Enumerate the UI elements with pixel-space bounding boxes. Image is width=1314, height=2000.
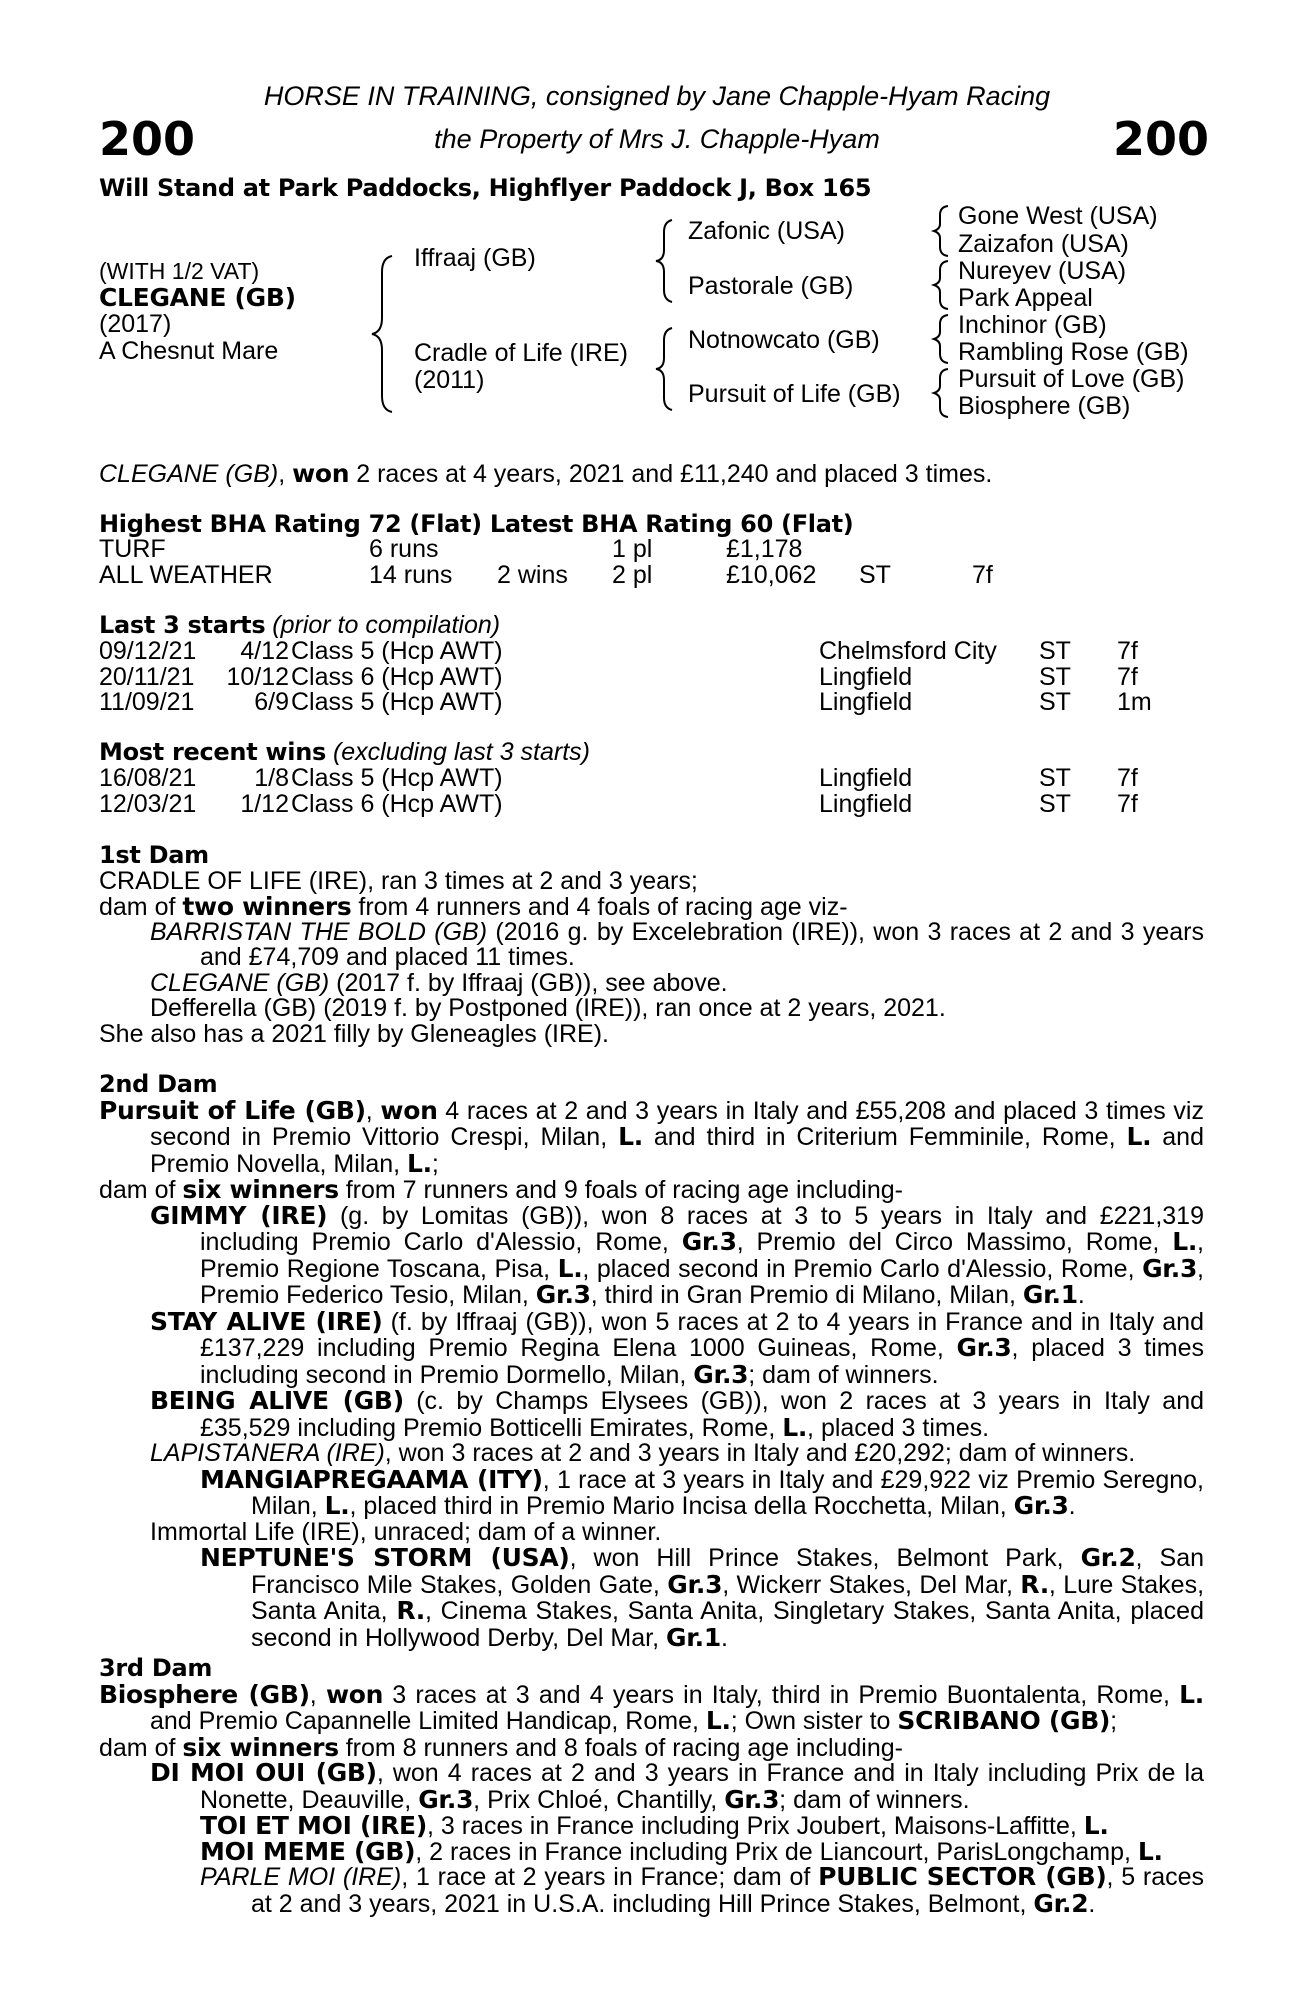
pedigree-sire-dam: Pastorale (GB) bbox=[688, 272, 854, 300]
pedigree-sdd: Park Appeal bbox=[958, 284, 1093, 312]
consignor-line: HORSE IN TRAINING, consigned by Jane Chapple-Hyam Racing bbox=[263, 81, 1051, 111]
pedigree-ssd: Zaizafon (USA) bbox=[958, 230, 1129, 258]
horse-name: CLEGANE (GB) bbox=[99, 283, 296, 312]
brace-dd bbox=[934, 369, 948, 417]
start-row: 11/09/21 6/9 Class 5 (Hcp AWT) Lingfield ST 1m bbox=[99, 688, 1152, 716]
ratings-row: ALL WEATHER 14 runs 2 wins 2 pl £10,062 ST 7f bbox=[99, 560, 993, 589]
produce-entry: LAPISTANERA (IRE), won 3 races at 2 and 3 years in Italy and £20,292; dam of winners. bbox=[150, 1439, 1136, 1467]
lot-number-left: 200 bbox=[99, 112, 196, 166]
produce-entry: GIMMY (IRE) (g. by Lomitas (GB)), won 8 races at 3 to 5 years in Italy and £221,319 including Premio Carlo d'Alessio, Rome, Gr.3, Premio del Circo Massimo, Rome, L., Premio Regione Toscana, Pisa, L., placed second in Premio Carlo d'Alessio, Rome, Gr.3, Premio Federico Tesio, Milan, Gr.3, third in Gran Premio di Milano, Milan, Gr.1. bbox=[150, 1200, 1204, 1309]
pedigree-ddd: Biosphere (GB) bbox=[958, 392, 1131, 420]
pedigree-dam-year: (2011) bbox=[414, 366, 485, 394]
pedigree-dss: Inchinor (GB) bbox=[958, 311, 1107, 339]
produce-entry: STAY ALIVE (IRE) (f. by Iffraaj (GB)), won 5 races at 2 to 4 years in France and in Italy and £137,229 including Premio Regina Elena 1000 Guineas, Rome, Gr.3, placed 3 times including second in Premio Dormello, Milan, Gr.3; dam of winners. bbox=[150, 1306, 1204, 1389]
start-row: 20/11/21 10/12 Class 6 (Hcp AWT) Lingfield ST 7f bbox=[99, 662, 1138, 691]
pedigree-dam: Cradle of Life (IRE) bbox=[414, 339, 628, 367]
win-row: 16/08/21 1/8 Class 5 (Hcp AWT) Lingfield ST 7f bbox=[99, 764, 1138, 792]
third-dam-section: 3rd Dam Biosphere (GB), won 3 races at 3 and 4 years in Italy, third in Premio Buontalenta, Rome, L. and Premio Capannelle Limited Handicap, Rome, L.; Own sister to SCRIBANO (GB); dam of six winners from 8 runners and 8 foals of racing age including- DI MOI OUI (GB), won 4 races at 2 and 3 years in France and in Italy including Prix de la Nonette, Deauville, Gr.3, Prix Chloé, Chantilly, Gr.3; dam of winners. TOI ET MOI (IRE), 3 races in France including Prix Joubert, Maisons-Laffitte, L. MOI MEME (GB), 2 races in France including Prix de Liancourt, ParisLongchamp, L. PARLE MOI (IRE), 1 race at 2 years in France; dam of PUBLIC SECTOR (GB), 5 races at 2 and 3 years, 2021 in U.S.A. including Hill Prince Stakes, Belmont, Gr.2. bbox=[99, 1654, 1205, 1918]
produce-entry: TOI ET MOI (IRE), 3 races in France including Prix Joubert, Maisons-Laffitte, L. bbox=[200, 1811, 1109, 1840]
produce-entry: DI MOI OUI (GB), won 4 races at 2 and 3 years in France and in Italy including Prix de la Nonette, Deauville, Gr.3, Prix Chloé, Chantilly, Gr.3; dam of winners. bbox=[150, 1758, 1204, 1814]
produce-entry: PARLE MOI (IRE), 1 race at 2 years in France; dam of PUBLIC SECTOR (GB), 5 races at 2 and 3 years, 2021 in U.S.A. including Hill Prince Stakes, Belmont, Gr.2. bbox=[200, 1862, 1205, 1918]
pedigree-sire: Iffraaj (GB) bbox=[414, 244, 536, 272]
stand-location: Will Stand at Park Paddocks, Highflyer Paddock J, Box 165 bbox=[99, 174, 872, 202]
brace-sd bbox=[934, 261, 948, 309]
dam-record: Biosphere (GB), won 3 races at 3 and 4 years in Italy, third in Premio Buontalenta, Rome, L. and Premio Capannelle Limited Handicap, Rome, L.; Own sister to SCRIBANO (GB); bbox=[99, 1679, 1204, 1735]
win-row: 12/03/21 1/12 Class 6 (Hcp AWT) Lingfield ST 7f bbox=[99, 789, 1138, 818]
produce-entry: Defferella (GB) (2019 f. by Postponed (IRE)), ran once at 2 years, 2021. bbox=[150, 994, 946, 1022]
pedigree-dds: Pursuit of Love (GB) bbox=[958, 365, 1185, 393]
pedigree-sire-sire: Zafonic (USA) bbox=[688, 217, 845, 245]
pedigree-sds: Nureyev (USA) bbox=[958, 257, 1127, 285]
produce-entry: CLEGANE (GB) (2017 f. by Iffraaj (GB)), see above. bbox=[150, 968, 728, 997]
brace-ds bbox=[934, 315, 948, 363]
pedigree-dsd: Rambling Rose (GB) bbox=[958, 338, 1189, 366]
brace-sire bbox=[656, 220, 672, 302]
produce-entry: NEPTUNE'S STORM (USA), won Hill Prince Stakes, Belmont Park, Gr.2, San Francisco Mile Stakes, Golden Gate, Gr.3, Wickerr Stakes, Del Mar, R., Lure Stakes, Santa Anita, R., Cinema Stakes, Santa Anita, Singletary Stakes, Santa Anita, placed second in Hollywood Derby, Del Mar, Gr.1. bbox=[200, 1543, 1205, 1652]
recent-wins-heading: Most recent wins (excluding last 3 starts) bbox=[99, 738, 590, 766]
bha-ratings: Highest BHA Rating 72 (Flat) Latest BHA Rating 60 (Flat) bbox=[99, 510, 854, 538]
produce-entry: MANGIAPREGAAMA (ITY), 1 race at 3 years in Italy and £29,922 viz Premio Seregno, Milan, L., placed third in Premio Mario Incisa della Rocchetta, Milan, Gr.3. bbox=[200, 1464, 1205, 1520]
pedigree-dam-dam: Pursuit of Life (GB) bbox=[688, 380, 901, 408]
property-line: the Property of Mrs J. Chapple-Hyam bbox=[434, 124, 880, 154]
lot-number-right: 200 bbox=[1113, 112, 1210, 166]
produce-entry: Immortal Life (IRE), unraced; dam of a winner. bbox=[150, 1517, 662, 1546]
last3-table bbox=[99, 639, 1204, 716]
brace-main bbox=[372, 256, 392, 412]
ratings-row: TURF 6 runs 1 pl £1,178 bbox=[99, 535, 803, 563]
section-heading: 1st Dam bbox=[99, 841, 209, 869]
pedigree-sss: Gone West (USA) bbox=[958, 202, 1158, 230]
dam-record: Pursuit of Life (GB), won 4 races at 2 and 3 years in Italy and £55,208 and placed 3 times viz second in Premio Vittorio Crespi, Milan, L. and third in Criterium Femminile, Rome, L. and Premio Novella, Milan, L.; bbox=[99, 1095, 1204, 1178]
race-summary: CLEGANE (GB), won 2 races at 4 years, 2021 and £11,240 and placed 3 times. bbox=[99, 459, 993, 488]
vat-note: (WITH 1/2 VAT) bbox=[99, 258, 260, 284]
brace-ss bbox=[934, 206, 948, 256]
last3-heading: Last 3 starts (prior to compilation) bbox=[99, 611, 501, 639]
recent-wins-table bbox=[99, 766, 1204, 817]
horse-description: A Chesnut Mare bbox=[99, 337, 279, 365]
section-heading: 2nd Dam bbox=[99, 1070, 218, 1098]
second-dam-section: 2nd Dam Pursuit of Life (GB), won 4 races at 2 and 3 years in Italy and £55,208 and placed 3 times viz second in Premio Vittorio Crespi, Milan, L. and third in Criterium Femminile, Rome, L. and Premio Novella, Milan, L.; dam of six winners from 7 runners and 9 foals of racing age including- GIMMY (IRE) (g. by Lomitas (GB)), won 8 races at 3 to 5 years in Italy and £221,319 including Premio Carlo d'Alessio, Rome, Gr.3, Premio del Circo Massimo, Rome, L., Premio Regione Toscana, Pisa, L., placed second in Premio Carlo d'Alessio, Rome, Gr.3, Premio Federico Tesio, Milan, Gr.3, third in Gran Premio di Milano, Milan, Gr.1. STAY ALIVE (IRE) (f. by Iffraaj (GB)), won 5 races at 2 to 4 years in France and in Italy and £137,229 including Premio Regina Elena 1000 Guineas, Rome, Gr.3, placed 3 times including second in Premio Dormello, Milan, Gr.3; dam of winners. BEING ALIVE (GB) (c. by Champs Elysees (GB)), won 2 races at 3 years in Italy and £35,529 including Premio Botticelli Emirates, Rome, L., placed 3 times. LAPISTANERA (IRE), won 3 races at 2 and 3 years in Italy and £20,292; dam of winners. MANGIAPREGAAMA (ITY), 1 race at 3 years in Italy and £29,922 viz Premio Seregno, Milan, L., placed third in Premio Mario Incisa della Rocchetta, Milan, Gr.3. Immortal Life (IRE), unraced; dam of a winner. NEPTUNE'S STORM (USA), won Hill Prince Stakes, Belmont Park, Gr.2, San Francisco Mile Stakes, Golden Gate, Gr.3, Wickerr Stakes, Del Mar, R., Lure Stakes, Santa Anita, R., Cinema Stakes, Santa Anita, Singletary Stakes, Santa Anita, placed second in Hollywood Derby, Del Mar, Gr.1. bbox=[99, 1070, 1205, 1652]
first-dam-section: 1st Dam CRADLE OF LIFE (IRE), ran 3 times at 2 and 3 years; dam of two winners from 4 runners and 4 foals of racing age viz- BARRISTAN THE BOLD (GB) (2016 g. by Excelebration (IRE)), won 3 races at 2 and 3 years and £74,709 and placed 11 times. CLEGANE (GB) (2017 f. by Iffraaj (GB)), see above. Defferella (GB) (2019 f. by Postponed (IRE)), ran once at 2 years, 2021. She also has a 2021 filly by Gleneagles (IRE). bbox=[99, 841, 1204, 1048]
horse-year: (2017) bbox=[99, 310, 172, 338]
start-row: 09/12/21 4/12 Class 5 (Hcp AWT) Chelmsford City ST 7f bbox=[99, 637, 1138, 665]
produce-entry: BEING ALIVE (GB) (c. by Champs Elysees (GB)), won 2 races at 3 years in Italy and £35,529 including Premio Botticelli Emirates, Rome, L., placed 3 times. bbox=[150, 1386, 1205, 1442]
summary-horse-name: CLEGANE (GB) bbox=[99, 460, 279, 488]
produce-entry: MOI MEME (GB), 2 races in France including Prix de Liancourt, ParisLongchamp, L. bbox=[200, 1836, 1163, 1866]
brace-dam bbox=[656, 328, 672, 410]
produce-entry: BARRISTAN THE BOLD (GB) (2016 g. by Excelebration (IRE)), won 3 races at 2 and 3 years and £74,709 and placed 11 times. bbox=[150, 917, 1204, 971]
pedigree-dam-sire: Notnowcato (GB) bbox=[688, 326, 880, 354]
ratings-table bbox=[99, 537, 1204, 588]
section-heading: 3rd Dam bbox=[99, 1654, 213, 1682]
summary-won: won bbox=[292, 459, 350, 488]
